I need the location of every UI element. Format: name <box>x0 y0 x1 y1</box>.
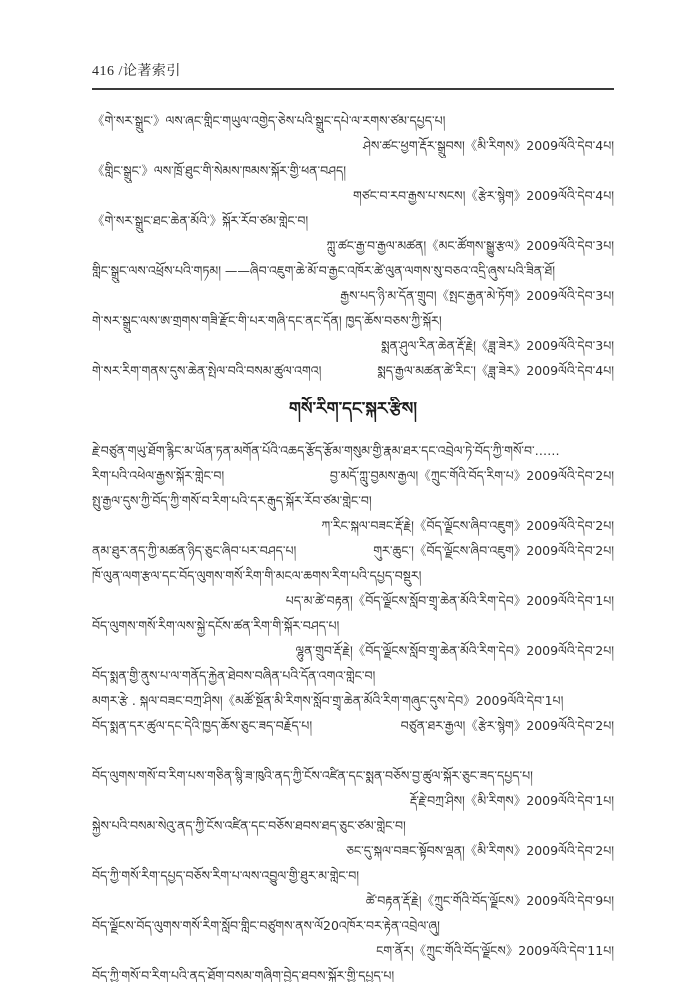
entry-author-journal: གུར་ཆུང་།《བོད་ལྗོངས་ཞིབ་འཇུག》2009ལོའི་དེབ་2པ། <box>373 543 614 558</box>
entry-author-journal: བཙུན་ཐར་རྒྱལ།《རྩེར་སྙེག》2009ལོའི་དེབ་2པ། <box>400 718 614 733</box>
entry-title: བོད་སྨན་གྱི་ནུས་པ་ལ་གནོད་རྐྱེན་ཐེབས་བཞིན་པའི་དོན་འགའ་གླེང་བ། <box>92 668 376 683</box>
entry-author-journal: རྡོ་རྗེ་བཀྲ་ཤིས།《མི་རིགས》2009ལོའི་དེབ་1པ། <box>409 793 614 808</box>
entry-title: རིག་པའི་འཕེལ་རྒྱས་སྐོར་གླེང་བ། <box>92 468 225 483</box>
index-entry-line <box>92 538 614 563</box>
entry-author-journal: པད་མ་ཚེ་བརྟན།《བོད་ལྗོངས་སློབ་གྲྭ་ཆེན་མོའི་རིག་དེབ》2009ལོའི་དེབ་1པ། <box>285 593 614 608</box>
entry-author-journal: ལྷུན་གྲུབ་རྡོ་རྗེ།《བོད་ལྗོངས་སློབ་གྲྭ་ཆེན་མོའི་རིག་དེབ》2009ལོའི་དེབ་2པ། <box>295 643 614 658</box>
entry-title: མགར་རྩེ . སྐལ་བཟང་བཀྲ་ཤིས།《མཚོ་སྔོན་མི་རིགས་སློབ་གྲྭ་ཆེན་མོའི་རིག་གཞུང་དུས་དེབ》2009ལོའི་དེབ་1པ། <box>92 693 564 708</box>
entry-title: 《གླིང་སྒྲུང་》ལས་ཁྲོ་ཐུང་གི་སེམས་ཁམས་སྐོར་གྱི་ཕན་བཤད། <box>92 163 347 178</box>
entry-title: བོད་སྨན་དར་ཚུལ་དང་དེའི་ཁྱད་ཆོས་ཅུང་ཟད་བརྗོད་པ། <box>92 718 313 733</box>
entry-title: གླིང་སྒྲུང་ལས་འཕྲོས་པའི་གཏམ། ——ཞིབ་འཇུག་ཆེ་མོ་བ་རྒྱང་འཁོར་ཚེ་ལུན་ལགས་སུ་བཅའ་འདྲི་ཞུས་པའི་ཟིན་ཐོ། <box>92 263 555 278</box>
page-header <box>92 60 614 90</box>
entry-author-journal: ཅང་དུ་སྐལ་བཟང་སྟོབས་ལྡན།《མི་རིགས》2009ལོའི་དེབ་2པ། <box>345 843 614 858</box>
entry-author-journal: བྱ་མདོ་ཀླུ་བྱམས་རྒྱལ།《ཀྲུང་གོའི་བོད་རིག་པ》2009ལོའི་དེབ་2པ། <box>329 468 614 483</box>
entry-author-journal: ཤེས་ཚང་ཕྱག་རྡོར་སྒྲུབས།《མི་རིགས》2009ལོའི་དེབ་4པ། <box>362 138 614 153</box>
entry-author-journal: ཚེ་བརྟན་རྡོ་རྗེ།《ཀྲུང་གོའི་བོད་ལྗོངས》2009ལོའི་དེབ་9པ། <box>365 893 614 908</box>
entry-title: གེ་སར་རིག་གནས་དུས་ཆེན་སྤེལ་བའི་བསམ་ཚུལ་འགའ། <box>92 363 322 378</box>
entry-author-journal: སྨད་རྒྱལ་མཚན་ཚེ་རིང་།《ཟླ་ཟེར》2009ལོའི་དེབ་4པ། <box>377 363 614 378</box>
entry-title: བོད་ལྗོངས་བོད་ལུགས་གསོ་རིག་སློབ་གླིང་བཙུགས་ནས་ལོ20འཁོར་བར་རྟེན་འབྲེལ་ཞུ། <box>92 918 440 933</box>
entry-title: བོད་ལུགས་གསོ་བ་རིག་པས་གཅིན་སྙི་ཟ་ཁུའི་ནད་ཀྱི་ངོས་འཛིན་དང་སྨན་བཅོས་བྱ་ཚུལ་སྐོར་ཅུང་ཟད་དཔྱད་པ། <box>92 768 533 783</box>
index-lines <box>92 108 614 982</box>
blank-line <box>92 738 614 763</box>
entry-title: སྐྱེས་པའི་བསམ་སེའུ་ནད་ཀྱི་ངོས་འཛིན་དང་བཅོས་ཐབས་ཐད་ཅུང་ཙམ་གླེང་བ། <box>92 818 406 833</box>
header-separator: / <box>114 64 123 79</box>
entry-title: སྤུ་རྒྱལ་དུས་ཀྱི་བོད་ཀྱི་གསོ་བ་རིག་པའི་དར་རྒུད་སྐོར་རོབ་ཙམ་གླེང་བ། <box>92 493 372 508</box>
entry-title: བོད་ལུགས་གསོ་རིག་ལས་སྐྱེ་དངོས་ཚན་རིག་གི་སྐོར་བཤད་པ། <box>92 618 340 633</box>
section-heading: གསོ་རིག་དང་སྐར་རྩིས། <box>289 399 417 419</box>
entry-author-journal: སྨན་ཤུལ་རིན་ཆེན་རྡོ་རྗེ།《ཟླ་ཟེར》2009ལོའི་དེབ་3པ། <box>381 338 614 353</box>
index-entry-line <box>92 463 614 488</box>
entry-title: བོད་ཀྱི་གསོ་རིག་དཔྱད་བཅོས་རིག་པ་ལས་འབྱུལ་གྱི་ཐུར་མ་གླེང་བ། <box>92 868 360 883</box>
entry-title: 《གེ་སར་སྒྲུང་ཐང་ཆེན་མོའི་》སྐོར་རོབ་ཙམ་གླེང་བ། <box>92 213 309 228</box>
entry-author-journal: གཙང་བ་རབ་རྒྱས་པ་སངས།《རྩེར་སྙེག》2009ལོའི་དེབ་4པ། <box>352 188 614 203</box>
page-number: 416 <box>92 64 115 79</box>
entry-title: རྗེ་བཙུན་གཡུ་ཐོག་རྙིང་མ་ཡོན་ཏན་མགོན་པོའི་འཆད་རྩོད་རྩོམ་གསུམ་གྱི་རྣམ་ཐར་དང་འབྲེལ་ཏེ་བོད་ཀྱི་གསོ་བ་…… <box>92 443 560 458</box>
entry-title: བོད་ཀྱི་གསོ་བ་རིག་པའི་ནད་ཐོག་བསམ་གཞིག་བྱེད་ཐབས་སྐོར་གྱི་དཔྱད་པ། <box>92 968 395 982</box>
entry-author-journal: ཀླུ་ཚང་རྒྱ་བ་རྒྱལ་མཚན།《མང་ཚོགས་སྒྱུ་རྩལ》2009ལོའི་དེབ་3པ། <box>326 238 614 253</box>
entry-author-journal: ཀ་རིང་སྐལ་བཟང་རྡོ་རྗེ།《བོད་ལྗོངས་ཞིབ་འཇུག》2009ལོའི་དེབ་2པ། <box>321 518 614 533</box>
entry-title: ནམ་ཐུར་ནད་ཀྱི་མཚན་ཉིད་ཅུང་ཞིབ་པར་བཤད་པ། <box>92 543 297 558</box>
entry-title: ཁོ་ལུན་ལག་རྩལ་དང་བོད་ལུགས་གསོ་རིག་གི་མངལ་ཆགས་རིག་པའི་དཔྱད་བསྡུར། <box>92 568 422 583</box>
entry-author-journal: ངག་ནོར།《ཀྲུང་གོའི་བོད་ལྗོངས》2009ལོའི་དེབ་11པ། <box>376 943 614 958</box>
entry-author-journal: རྒྱས་པད་ཉི་མ་དོན་གྲུབ།《སྤང་རྒྱན་མེ་ཏོག》2009ལོའི་དེབ་3པ། <box>340 288 614 303</box>
page-header-title: 论著索引 <box>122 64 181 79</box>
entry-title: 《གེ་སར་སྒྲུང་》ལས་ཞང་གླིང་གཡུལ་འགྱེད་ཅེས་པའི་སྒྲུང་དཔེ་ལ་རགས་ཙམ་དཔྱད་པ། <box>92 113 446 128</box>
index-entry-line <box>92 358 614 383</box>
entry-title: གེ་སར་སྒྲུང་ལས་ཨ་གྲགས་གཟི་རྫོང་གི་པར་གཞི་དང་ནང་དོན། ཁྱད་ཆོས་བཅས་ཀྱི་སྐོར། <box>92 313 442 328</box>
index-entry-line <box>92 713 614 738</box>
